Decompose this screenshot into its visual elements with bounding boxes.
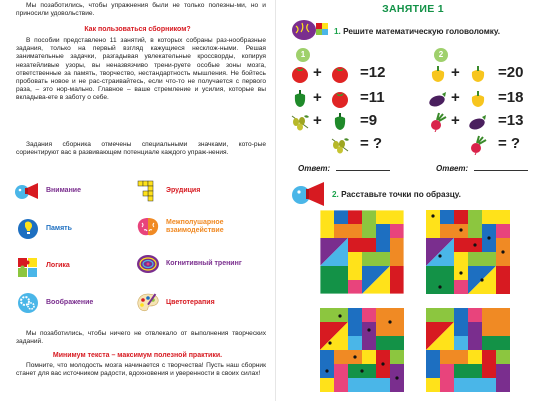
- megaphone-icon: [290, 178, 330, 208]
- eggplant-icon: [468, 112, 488, 132]
- task-number: 2.: [332, 190, 339, 199]
- equation-row: [290, 62, 414, 86]
- equation-row: [290, 133, 414, 157]
- radish-icon: [468, 135, 488, 155]
- skill-label: Память: [46, 225, 72, 232]
- intro-text: Мы позаботились, чтобы упражнения были не только полезны-ми, но и приносили удовольствие.: [16, 2, 266, 18]
- equation-result: =9: [360, 112, 378, 129]
- skill-label: Логика: [46, 262, 70, 269]
- puzzle-2: [420, 48, 548, 160]
- pattern-grid-sample-1: [320, 210, 404, 294]
- pepper-icon: [330, 112, 350, 132]
- pepper-icon: [290, 89, 310, 109]
- plus-sign: +: [451, 64, 460, 81]
- task1-title: [334, 27, 500, 36]
- yellow-pepper-icon: [428, 64, 448, 84]
- plus-sign: +: [313, 89, 322, 106]
- yellow-pepper-icon: [468, 89, 488, 109]
- equation-result: =20: [498, 64, 524, 81]
- answer-field-2[interactable]: [436, 164, 528, 173]
- equation-row: [290, 87, 414, 111]
- skill-logic: [14, 253, 70, 279]
- tomato-icon: [330, 64, 350, 84]
- eggplant-icon: [428, 89, 448, 109]
- skill-interhemispheric: [134, 214, 268, 240]
- brain-icon: [134, 215, 162, 239]
- palette-icon: [134, 291, 162, 315]
- how-to-text: В пособии представлено 11 занятий, в которых собраны раз-нообразные задания, только на первый взгляд кажущиеся несклож-ными. Решая занимательные задачки, разгадывая увлекательные кроссворды, копируя незатейливые узоры, вы неназвязчиво трени-руете особые зоны мозга, ответственные за память, творчество, нестандартность мышления. Не бойтесь пробовать новое и не рас-страивайтесь, если что-то не получается с первого раза, – это нор-мально. Главное – ваше стремление и усилия, которые вы вкладыва-ете в заботу о себе.: [16, 37, 266, 102]
- megaphone-icon: [14, 179, 42, 203]
- equation-result: =12: [360, 64, 386, 81]
- puzzle-1: [282, 48, 410, 160]
- marks-text: Задания сборника отмечены специальными значками, кото-рые сориентируют вас в развивающем потенциале каждого упраж-нения.: [16, 141, 266, 157]
- skill-color-therapy: [134, 290, 215, 316]
- yellow-pepper-icon: [468, 64, 488, 84]
- lesson-title: ЗАНЯТИЕ 1: [382, 3, 444, 15]
- plus-sign: +: [313, 64, 322, 81]
- equation-result: =11: [360, 89, 385, 106]
- skill-label: Эрудиция: [166, 187, 201, 194]
- task-number: 1.: [334, 27, 341, 36]
- olives-icon: [290, 112, 310, 132]
- pattern-grid-target-2[interactable]: [426, 308, 510, 392]
- tomato-icon: [330, 89, 350, 109]
- tomato-icon: [290, 64, 310, 84]
- radish-icon: [428, 112, 448, 132]
- pattern-grid-target-1[interactable]: [426, 210, 510, 294]
- plus-sign: +: [451, 89, 460, 106]
- gears-head-icon: [14, 291, 42, 315]
- skill-label: Межполушарное взаимодействие: [166, 219, 224, 234]
- equation-row: [428, 133, 550, 157]
- skill-label: Воображение: [46, 299, 94, 306]
- equation-row: [290, 110, 414, 134]
- equation-row: [428, 62, 550, 86]
- puzzle-badge: 1: [296, 48, 310, 62]
- lightbulb-head-icon: [14, 217, 42, 241]
- how-to-heading: Как пользоваться сборником?: [84, 26, 191, 33]
- answer-field-1[interactable]: [298, 164, 390, 173]
- crossword-icon: [134, 179, 162, 203]
- answer-label: Ответ:: [298, 164, 331, 173]
- skill-label: Внимание: [46, 187, 81, 194]
- task-text: Решите математическую головоломку.: [343, 27, 500, 36]
- skill-erudition: [134, 178, 200, 204]
- puzzle-icon: [14, 254, 42, 278]
- olives-icon: [330, 135, 350, 155]
- skill-label: Когнитивный тренинг: [166, 260, 242, 267]
- equation-result: =13: [498, 112, 524, 129]
- equation-result: = ?: [498, 135, 521, 152]
- answer-line[interactable]: [336, 165, 390, 171]
- closing-text: Мы позаботились, чтобы ничего не отвлекало от выполнения творческих заданий.: [16, 330, 266, 346]
- skill-cognitive: [134, 251, 242, 277]
- pattern-grid-sample-2: [320, 308, 404, 392]
- equation-result: = ?: [360, 135, 383, 152]
- skill-attention: [14, 178, 81, 204]
- final-text: Помните, что молодость мозга начинается с творчества! Пусть наш сборник станет для вас источником радости, вдохновения и уверенности в своих силах!: [16, 362, 266, 378]
- task-text: Расставьте точки по образцу.: [341, 190, 461, 199]
- task2-title: [332, 190, 461, 199]
- answer-label: Ответ:: [436, 164, 469, 173]
- skill-legend: [14, 172, 268, 322]
- brain-puzzle-icon: [290, 18, 330, 42]
- skill-imagination: [14, 290, 93, 316]
- equation-result: =18: [498, 89, 524, 106]
- right-page: [276, 0, 550, 401]
- skill-memory: [14, 216, 72, 242]
- skill-label: Цветотерапия: [166, 299, 215, 306]
- plus-sign: +: [451, 112, 460, 129]
- plus-sign: +: [313, 112, 322, 129]
- equation-row: [428, 110, 550, 134]
- maze-brain-icon: [134, 252, 162, 276]
- puzzle-badge: 2: [434, 48, 448, 62]
- closing-heading: Минимум текста – максимум полезной практики.: [52, 352, 223, 359]
- answer-line[interactable]: [474, 165, 528, 171]
- equation-row: [428, 87, 550, 111]
